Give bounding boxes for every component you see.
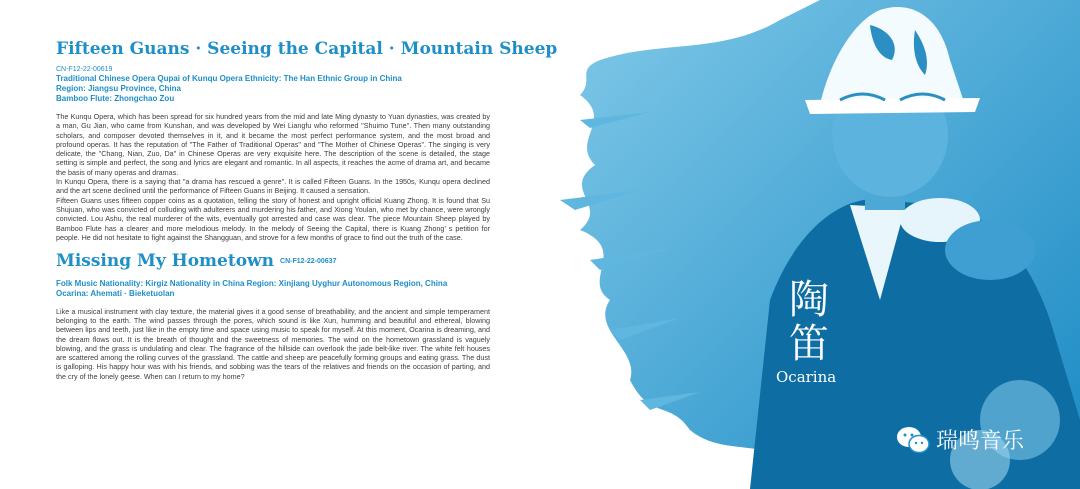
watermark-text: 瑞鸣音乐 — [936, 429, 1025, 454]
paragraph: The Kunqu Opera, which has been spread for six hundred years from the mid and late Ming dynasty to Yuan dynasties, was created by a man, Gu Jian, who came from Kunshan, and was developed by Wei Liangfu who reformed "Shuimo Tune". Then many outstanding scholars, and composer devoted themselves in it, and it became the most perfect performance system, and the most broad and profound operas. It has the reputation of "The Father of Traditional Operas" and "The Mother of Chinese Operas". The singing is very delicate, the "Chang, Nian, Zuo, Da" in Chinese Operas are very exquisite here. The description of the scene is detailed, the stage setting is simple and perfect, the song and lyrics are elegant and romantic. In all aspects, it reaches the acme of drama art, and became the basis of many operas and dramas. — [56, 112, 490, 177]
paragraph: Fifteen Guans uses fifteen copper coins as a quotation, telling the story of honest and upright official Kuang Zhong. It is found that Su Shujuan, who was convicted of colluding with adulterers and murdering his father, and Xiong Youlan, who met by chance, were wrongly convicted. Lou Ashu, the real murderer of the wits, eventually got arrested and case was clear. The piece Mountain Sheep played by Bamboo Flute has a clearer and more melodious melody. In the melody of Seeing the Capital, there is Kuang Zhong’ s petition for people. He did not hesitate to fight against the Shangguan, and strove for a few months of grace to find out the truth of the case. — [56, 195, 490, 242]
section2 — [56, 248, 490, 381]
section2-meta-line: Folk Music Nationality: Kirgiz Nationality in China Region: Xinjiang Uyghur Autonomous Region, China — [56, 278, 448, 288]
section2-code: CN-F12-22-00637 — [280, 257, 337, 265]
paragraph: Like a musical instrument with clay texture, the material gives it a good sense of breathability, and the ancient and simple temperament belonging to the earth. The wind passes through the pores, which sound is like Xun, humming and beautiful and ethereal, blowing between lips and teeth, just like in the empty time and space using music to speak for myself. At this moment, Ocarina is dreaming, and the dream flows out. It is the breath of thought and the sweetness of memories. The wind on the hometown grassland is vaguely blowing, and the grass is undulating and clear. The fragrance of the hillside can overlook the jade belt-like river. The white felt houses are scattered among the rolling curves of the grassland. The cattle and sheep are peacefully forming groups and eating grass. The dust is galloping. His happy hour was with his friends, and sobbing was the tears of the relatives and friends on the occasion of parting, and the cry of the lonely geese. When can I return to my home? — [56, 306, 490, 381]
section1-meta-line: Traditional Chinese Opera Qupai of Kunqu Opera Ethnicity: The Han Ethnic Group in China — [56, 74, 402, 83]
text-column — [56, 36, 558, 381]
performer-photo — [520, 0, 1080, 489]
section1-meta-line: Region: Jiangsu Province, China — [56, 84, 181, 93]
section1-meta-line: Bamboo Flute: Zhongchao Zou — [56, 94, 175, 103]
section1-title: Fifteen Guans · Seeing the Capital · Mountain Sheep — [56, 39, 558, 59]
paragraph: In Kunqu Opera, there is a saying that "a drama has rescued a genre". It is called Fifteen Guans. In the 1950s, Kunqu opera declined and the art scene declined until the performance of Fifteen Guans in Beijing. It caused a sensation. — [56, 177, 490, 196]
english-title: Ocarina — [776, 368, 837, 386]
section2-body — [56, 307, 490, 381]
wechat-icon — [896, 425, 930, 455]
wechat-watermark — [896, 424, 1024, 455]
section2-meta-line: Ocarina: Ahemati · Bieketuolan — [56, 288, 175, 298]
chinese-title: 陶笛 — [789, 277, 829, 367]
section1-body — [56, 112, 490, 242]
section1-code: CN-F12-22-00619 — [56, 66, 113, 73]
section2-title: Missing My Hometown CN-F12-22-00637 — [56, 251, 337, 272]
photo-illustration — [520, 0, 1080, 489]
